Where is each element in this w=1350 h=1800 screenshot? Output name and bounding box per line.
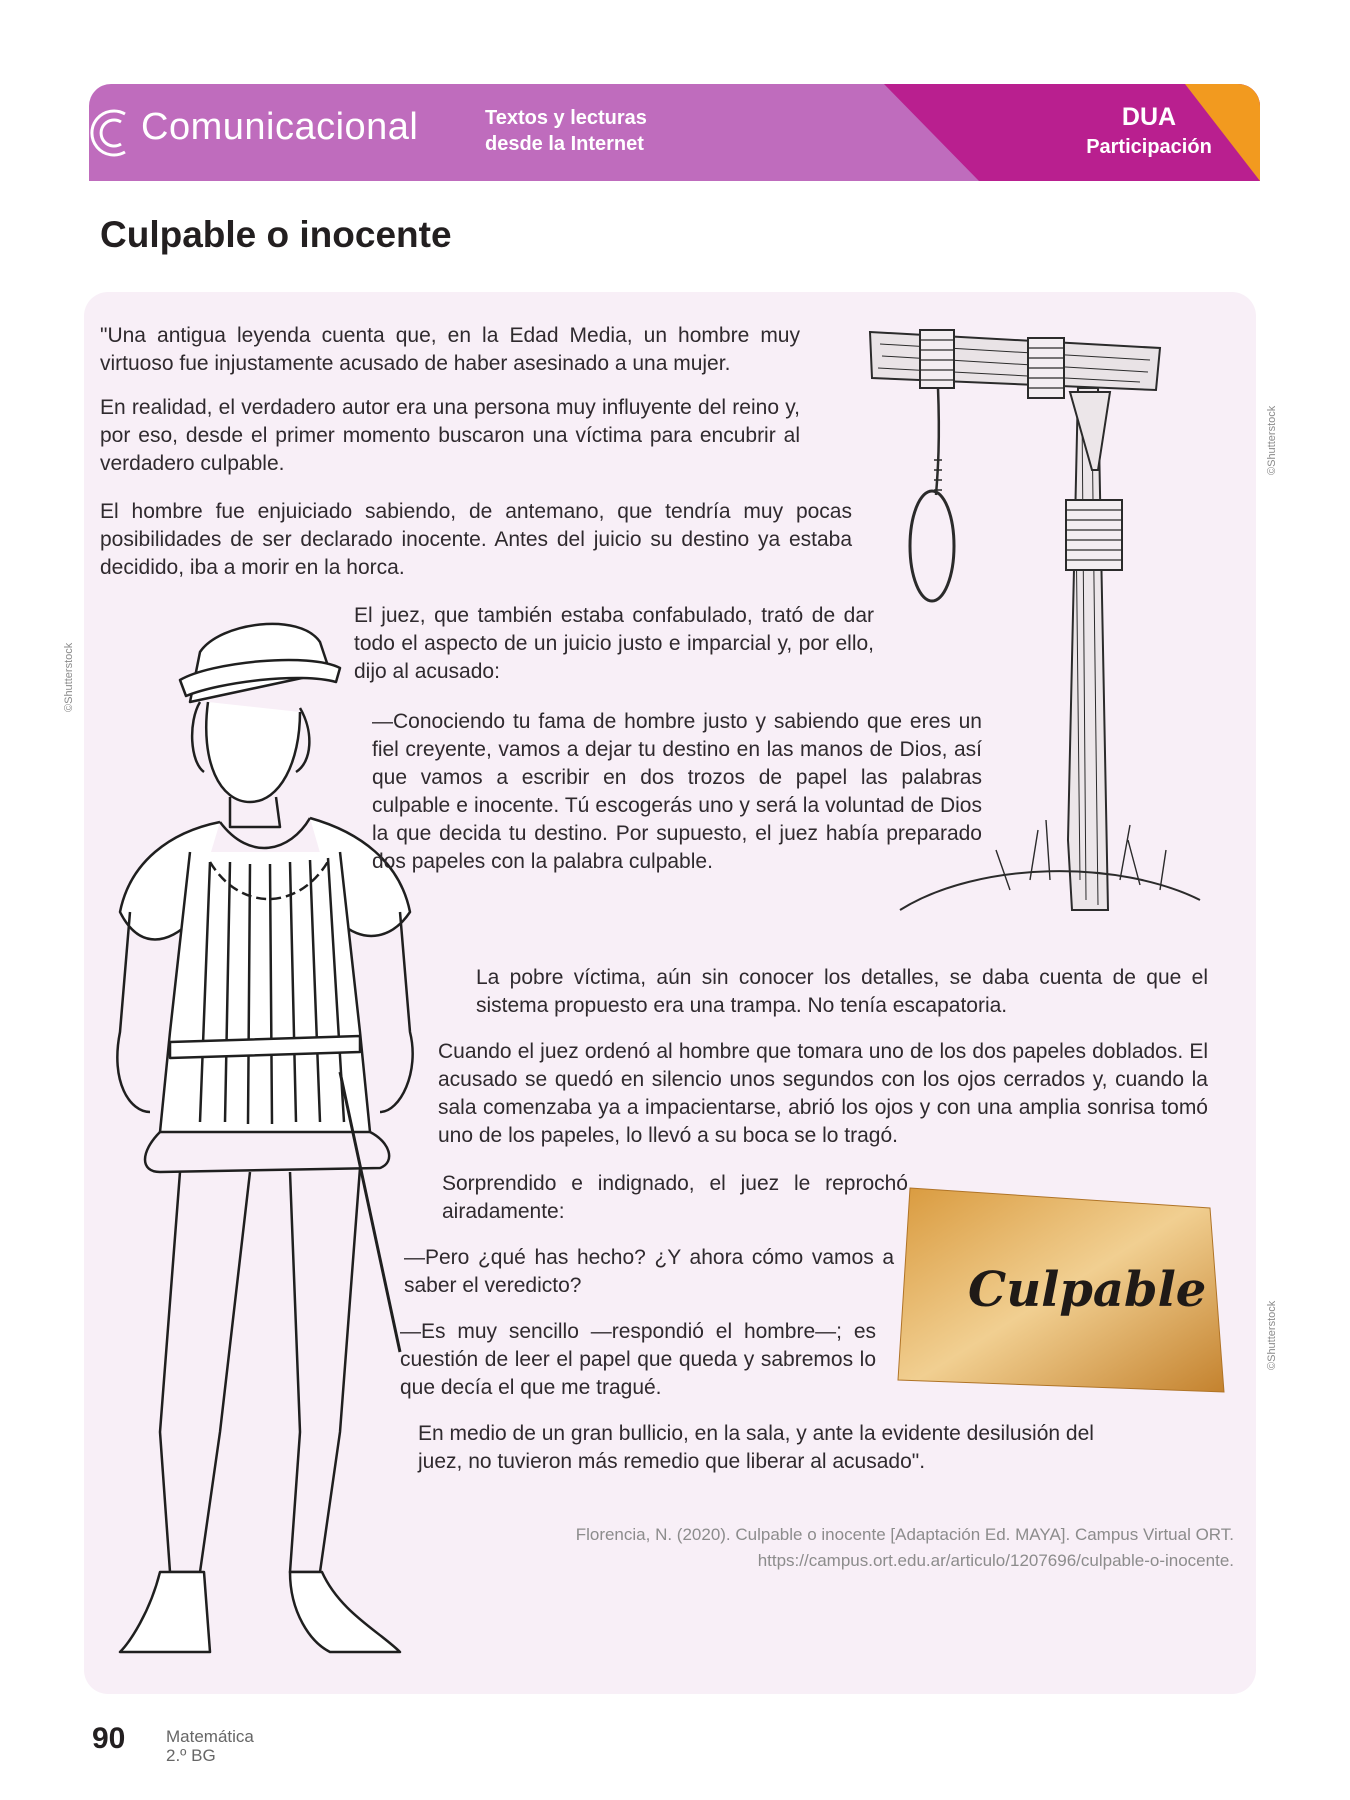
dua-subtitle: Participación — [1086, 136, 1212, 158]
source-citation: Florencia, N. (2020). Culpable o inocente [Adaptación Ed. MAYA]. Campus Virtual ORT. https://campus.ort.edu.ar/articulo/1207696/culpable-o-inocente. — [575, 1525, 1234, 1570]
paragraph-1: "Una antigua leyenda cuenta que, en la Edad Media, un hombre muy virtuoso fue injustamente acusado de haber asesinado a una mujer. — [100, 324, 800, 375]
paper-credit: ©Shutterstock — [1266, 1300, 1278, 1370]
footer-subject: Matemática 2.º BG — [166, 1727, 254, 1765]
paragraph-8: Sorprendido e indignado, el juez le reprochó airadamente: — [442, 1172, 908, 1223]
dua-title: DUA — [1121, 103, 1177, 131]
page-number: 90 — [92, 1722, 126, 1755]
man-credit: ©Shutterstock — [63, 642, 75, 712]
paper-word: Culpable — [968, 1262, 1207, 1318]
paragraph-7: Cuando el juez ordenó al hombre que tomara uno de los dos papeles doblados. El acusado se quedó en silencio unos segundos con los ojos cerrados y, cuando la sala comenzaba ya a impacientarse, abrió los ojos y con una amplia sonrisa tomó uno de los papeles, lo llevó a su boca se lo tragó. — [438, 1040, 1208, 1147]
paragraph-9: —Pero ¿qué has hecho? ¿Y ahora cómo vamos a saber el veredicto? — [404, 1246, 894, 1297]
paragraph-5: —Conociendo tu fama de hombre justo y sabiendo que eres un fiel creyente, vamos a dejar tu destino en las manos de Dios, así que vamos a escribir en dos trozos de papel las palabras culpable e inocente. Tú escogerás uno y será la voluntad de Dios la que decida tu destino. Por supuesto, el juez había preparado dos papeles con la palabra culpable. — [372, 710, 982, 873]
comunicacional-logo-icon — [89, 106, 133, 160]
paragraph-3: El hombre fue enjuiciado sabiendo, de antemano, que tendría muy pocas posibilidades de ser declarado inocente. Antes del juicio su destino ya estaba decidido, iba a morir en la horca. — [100, 500, 852, 579]
paragraph-6: La pobre víctima, aún sin conocer los detalles, se daba cuenta de que el sistema propuesto era una trampa. No tenía escapatoria. — [476, 966, 1208, 1017]
page-title: Culpable o inocente — [100, 214, 452, 255]
paragraph-11: En medio de un gran bullicio, en la sala, y ante la evidente desilusión del juez, no tuvieron más remedio que liberar al acusado". — [418, 1422, 1094, 1473]
paragraph-4: El juez, que también estaba confabulado, trató de dar todo el aspecto de un juicio justo e imparcial y, por ello, dijo al acusado: — [354, 604, 874, 683]
section-header — [89, 84, 1260, 181]
brand-name: Comunicacional — [141, 106, 419, 148]
paragraph-10: —Es muy sencillo —respondió el hombre—; es cuestión de leer el papel que queda y sabremos lo que decía el que me tragué. — [400, 1320, 876, 1399]
gallows-credit: ©Shutterstock — [1266, 405, 1278, 475]
section-subtitle: Textos y lecturas desde la Internet — [485, 107, 647, 155]
paragraph-2: En realidad, el verdadero autor era una persona muy influyente del reino y, por eso, desde el primer momento buscaron una víctima para encubrir al verdadero culpable. — [100, 396, 800, 475]
